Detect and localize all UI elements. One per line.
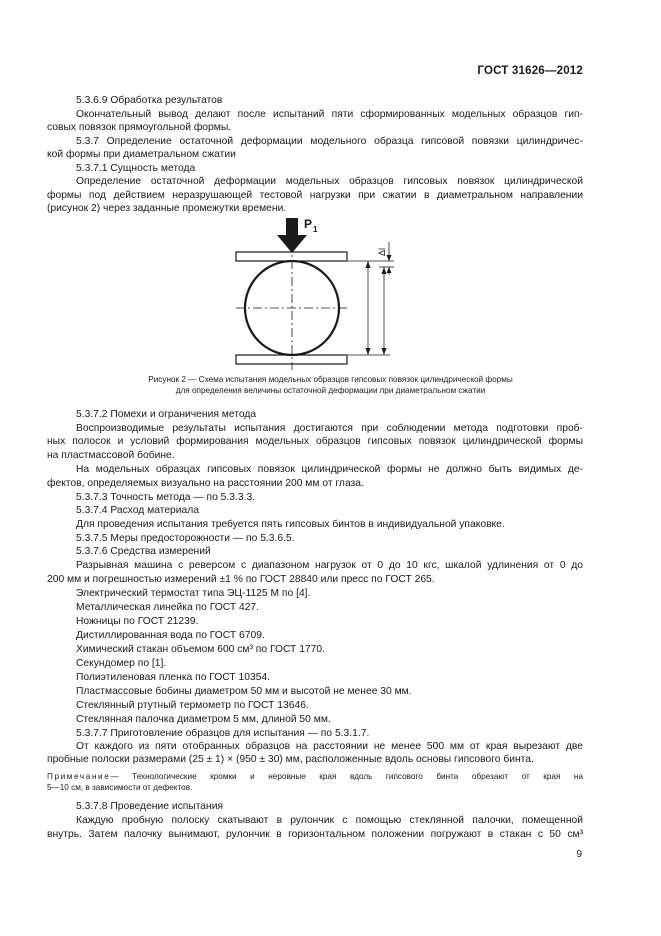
top-plate [236, 252, 347, 261]
section-heading: 5.3.7.6 Средства измерений [76, 546, 211, 557]
list-item: Дистиллированная вода по ГОСТ 6709. [76, 630, 265, 641]
paragraph-line: Для проведения испытания требуется пять гипсовых бинтов в индивидуальной упаковке. [76, 519, 505, 530]
paragraph-line: (рисунок 2) через заданные промежутки времени. [47, 203, 287, 214]
section-heading: 5.3.7.3 Точность метода — по 5.3.3.3. [76, 492, 256, 503]
page-number: 9 [576, 849, 582, 860]
load-arrow-head [277, 235, 307, 253]
paragraph-line: От каждого из пяти отобранных образцов на расстоянии не менее 500 мм от края вырезают две [76, 741, 583, 752]
paragraph-line: На модельных образцах гипсовых повязок цилиндрической формы не должно быть видимых де- [76, 464, 583, 475]
paragraph-line: внутрь. Затем палочку вынимают, рулончик в горизонтальном положении погружают в стакан с 50 см³ [47, 829, 583, 840]
section-heading: 5.3.6.9 Обработка результатов [76, 95, 223, 106]
paragraph-line: фектов, определяемых визуально на расстоянии 200 мм от глаза. [47, 478, 364, 489]
standard-header: ГОСТ 31626—2012 [477, 65, 583, 77]
section-heading: 5.3.7.5 Меры предосторожности — по 5.3.6.5. [76, 533, 295, 544]
list-item: Стеклянная палочка диаметром 5 мм, длиной 50 мм. [76, 714, 331, 725]
bottom-plate [236, 355, 347, 364]
section-heading: 5.3.7.4 Расход материала [76, 505, 199, 516]
section-heading: 5.3.7.1 Сущность метода [76, 163, 196, 174]
section-heading: 5.3.7 Определение остаточной деформации модельного образца гипсовой повязки цилиндричес- [76, 136, 583, 147]
paragraph-line: ных полосок и условий формирования модельных образцов гипсовых повязок цилиндрической формы [47, 436, 583, 447]
list-item: Секундомер по [1]. [76, 658, 167, 669]
list-item: Металлическая линейка по ГОСТ 427. [76, 602, 260, 613]
list-item: Полиэтиленовая пленка по ГОСТ 10354. [76, 672, 271, 683]
note-label: Примечание [47, 772, 111, 781]
section-heading: кой формы при диаметральном сжатии [47, 149, 236, 160]
list-item: Электрический термостат типа ЭЦ-1125 М по [4]. [76, 588, 311, 599]
section-heading: 5.3.7.2 Помехи и ограничения метода [76, 409, 257, 420]
list-item: Химический стакан объемом 600 см³ по ГОСТ 1770. [76, 644, 325, 655]
note-text: — Технологические кромки и неровные края вдоль гипсового бинта обрезают от края на [110, 772, 583, 781]
paragraph-line: Окончательный вывод делают после испытаний пяти сформированных модельных образцов гип- [76, 109, 583, 120]
list-item: Пластмассовые бобины диаметром 50 мм и высотой не менее 30 мм. [76, 686, 412, 697]
list-item: Ножницы по ГОСТ 21239. [76, 616, 199, 627]
paragraph-line: Определение остаточной деформации модельных образцов гипсовых повязок цилиндрической [76, 176, 583, 187]
delta-l-label: Δl [377, 247, 387, 256]
paragraph-line: Каждую пробную полоску скатывают в рулончик с помощью стеклянной палочки, помещенной [76, 815, 583, 826]
paragraph-line: на пластмассовой бобине. [47, 450, 175, 461]
load-arrow [286, 218, 298, 236]
paragraph-line: совых повязок прямоугольной формы. [47, 122, 232, 133]
list-item: Стеклянный ртутный термометр по ГОСТ 13646. [76, 700, 309, 711]
note-line [47, 772, 583, 782]
paragraph-line: формы под действием неразрушающей тестовой нагрузки при сжатии в диаметральном направлении [47, 190, 583, 201]
figure-caption: Рисунок 2 — Схема испытания модельных образцов гипсовых повязок цилиндрической формы [148, 375, 513, 384]
paragraph-line: 200 мм и погрешностью измерений ±1 % по ГОСТ 28840 или пресс по ГОСТ 265. [47, 574, 435, 585]
paragraph-line: пробные полоски размерами (25 ± 1) × (950 ± 30) мм, расположенные вдоль основы гипсового бинта. [47, 754, 534, 765]
section-heading: 5.3.7.8 Проведение испытания [76, 801, 224, 812]
section-heading: 5.3.7.7 Приготовление образцов для испытания — по 5.3.1.7. [76, 728, 370, 739]
paragraph-line: Воспроизводимые результаты испытания достигаются при соблюдении метода подготовки проб- [76, 423, 583, 434]
note-line: 5—10 см, в зависимости от дефектов. [47, 783, 193, 792]
load-label: P [304, 217, 313, 231]
figure-caption: для определения величины остаточной деформации при диаметральном сжатии [175, 386, 486, 395]
load-subscript: 1 [313, 225, 318, 234]
paragraph-line: Разрывная машина с реверсом с диапазоном нагрузок от 0 до 10 кгс, шкалой удлинения от 0 до [76, 560, 583, 571]
compression-test-diagram [224, 210, 404, 370]
